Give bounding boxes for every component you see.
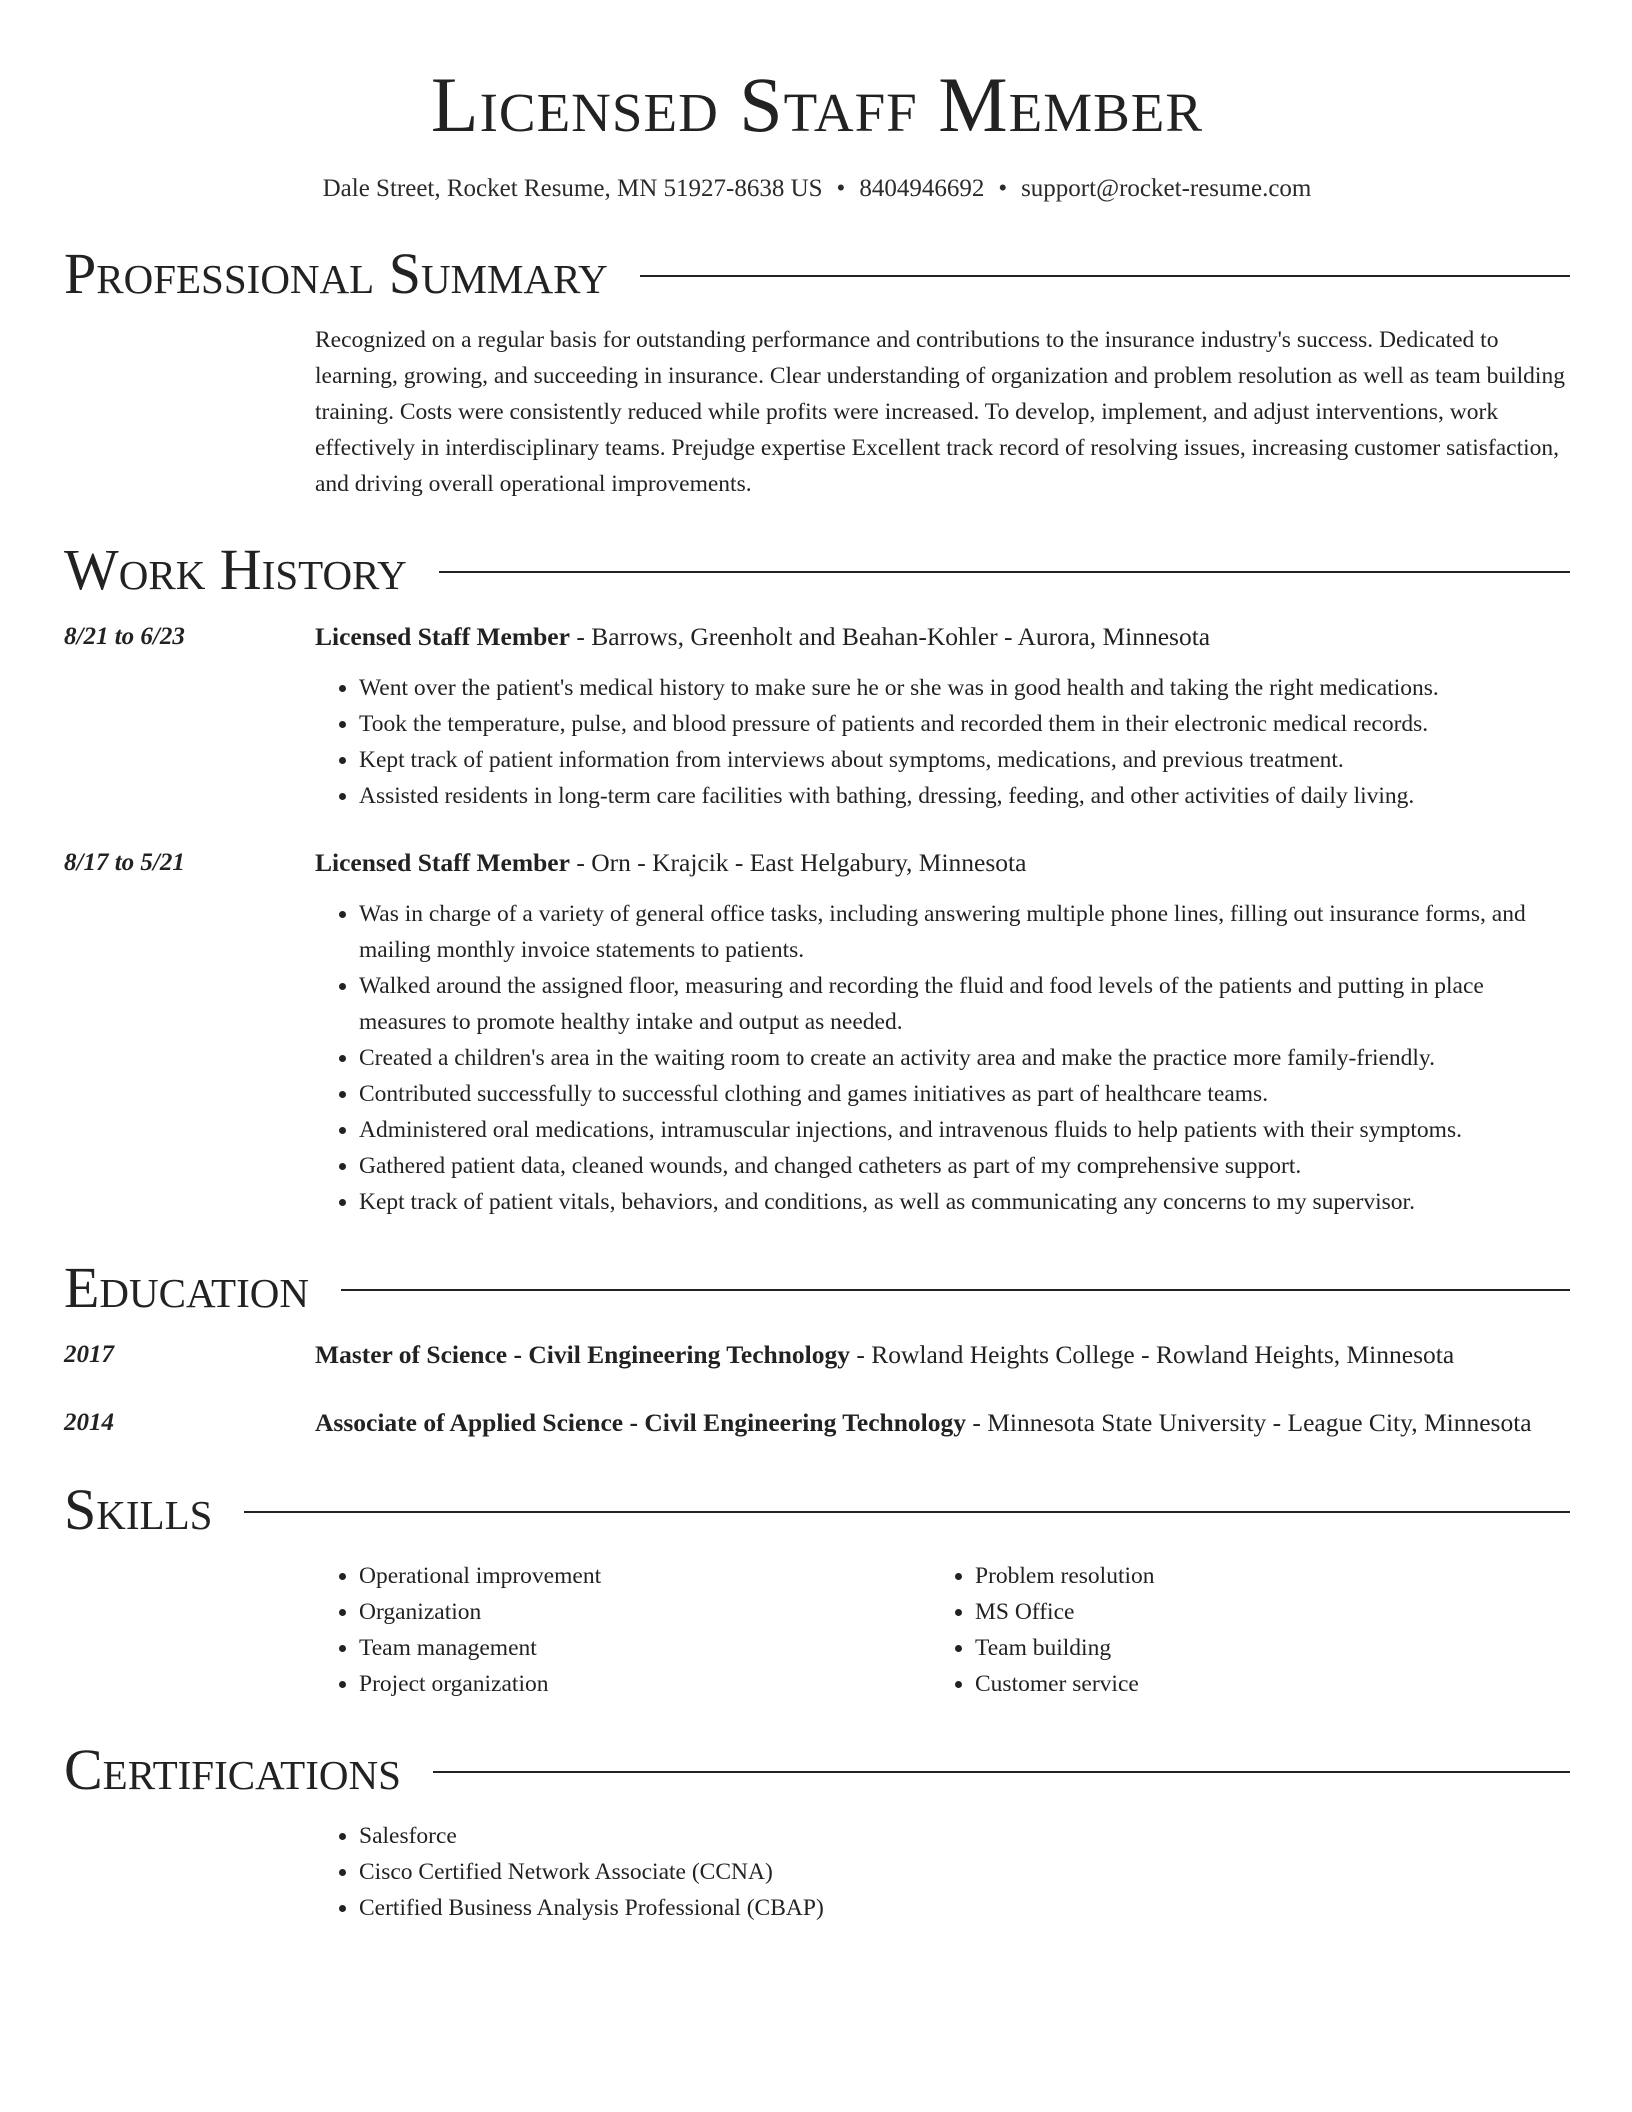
education-heading: [315, 1336, 1570, 1374]
section-divider: [341, 1289, 1570, 1291]
certifications-section-header: [64, 1736, 1570, 1804]
job-employer: - Barrows, Greenholt and Beahan-Kohler - Aurora, Minnesota: [569, 622, 1211, 651]
job-bullet: • Kept track of patient vitals, behaviors, and conditions, as well as communicating any concerns to my supervisor.: [359, 1184, 1570, 1220]
summary-text: Recognized on a regular basis for outstanding performance and contributions to the insurance industry's success. Dedicated to learning, growing, and succeeding in insurance. Clear understanding of organization and problem resolution as well as team building training. Costs were consistently reduced while profits were increased. To develop, implement, and adjust interventions, work effectively in interdisciplinary teams. Prejudge expertise Excellent track record of resolving issues, increasing customer satisfaction, and driving overall operational improvements.: [315, 327, 1565, 497]
certification-item: • Certified Business Analysis Professional (CBAP): [359, 1890, 1570, 1926]
section-heading-work-history: Work History: [64, 537, 407, 602]
job-dates: 8/21 to 6/23: [64, 623, 185, 650]
section-divider: [640, 275, 1570, 277]
section-heading-education: Education: [64, 1255, 309, 1320]
job-title: Licensed Staff Member: [315, 848, 570, 877]
education-degree: Associate of Applied Science - Civil Engineering Technology: [315, 1408, 966, 1437]
job-bullets: [315, 896, 1570, 1220]
job-bullet: • Kept track of patient information from interviews about symptoms, medications, and previous treatment.: [359, 742, 1570, 778]
job-bullet: • Walked around the assigned floor, measuring and recording the fluid and food levels of the patients and putting in place measures to promote healthy intake and output as needed.: [359, 968, 1570, 1040]
education-year: 2017: [64, 1341, 114, 1368]
education-heading: [315, 1404, 1570, 1442]
job-bullet: • Was in charge of a variety of general office tasks, including answering multiple phone lines, filling out insurance forms, and mailing monthly invoice statements to patients.: [359, 896, 1570, 968]
education-degree: Master of Science - Civil Engineering Technology: [315, 1340, 851, 1369]
job-bullets: [315, 670, 1570, 814]
job-entry: [64, 844, 1570, 1220]
contact-email[interactable]: support@rocket-resume.com: [1021, 175, 1312, 202]
education-entry: [64, 1404, 1570, 1442]
skills-section-header: [64, 1476, 1570, 1544]
job-content: [315, 618, 1570, 814]
contact-separator: •: [836, 175, 846, 202]
skills-column-left: [315, 1558, 931, 1702]
skills-list: [315, 1558, 1570, 1702]
education-school: - Minnesota State University - League City, Minnesota: [966, 1408, 1532, 1437]
skill-item: • Team management: [359, 1630, 931, 1666]
section-divider: [244, 1511, 1570, 1513]
certification-items: [315, 1818, 1570, 1926]
education-school: - Rowland Heights College - Rowland Heights, Minnesota: [850, 1340, 1455, 1369]
certification-item: • Cisco Certified Network Associate (CCNA): [359, 1854, 1570, 1890]
job-bullet: • Contributed successfully to successful clothing and games initiatives as part of healthcare teams.: [359, 1076, 1570, 1112]
candidate-name: Licensed Staff Member: [430, 61, 1204, 148]
certifications-list: [315, 1818, 1570, 1926]
education-content: [315, 1404, 1570, 1442]
skill-item: • Organization: [359, 1594, 931, 1630]
job-bullet: • Took the temperature, pulse, and blood pressure of patients and recorded them in their electronic medical records.: [359, 706, 1570, 742]
job-entry: [64, 618, 1570, 814]
section-heading-certifications: Certifications: [64, 1737, 401, 1802]
education-entry: [64, 1336, 1570, 1374]
skills-column-right: [931, 1558, 1547, 1702]
job-employer: - Orn - Krajcik - East Helgabury, Minnesota: [569, 848, 1027, 877]
contact-address: Dale Street, Rocket Resume, MN 51927-8638 US: [322, 175, 823, 202]
work-section-header: [64, 536, 1570, 604]
job-bullet: • Assisted residents in long-term care facilities with bathing, dressing, feeding, and other activities of daily living.: [359, 778, 1570, 814]
job-content: [315, 844, 1570, 1220]
section-divider: [433, 1771, 1570, 1773]
job-bullet: • Administered oral medications, intramuscular injections, and intravenous fluids to help patients with their symptoms.: [359, 1112, 1570, 1148]
certification-item: • Salesforce: [359, 1818, 1570, 1854]
job-title: Licensed Staff Member: [315, 622, 570, 651]
skill-item: • Project organization: [359, 1666, 931, 1702]
education-section-header: [64, 1254, 1570, 1322]
job-bullet: • Created a children's area in the waiting room to create an activity area and make the practice more family-friendly.: [359, 1040, 1570, 1076]
skill-item: • MS Office: [975, 1594, 1547, 1630]
contact-separator: •: [998, 175, 1008, 202]
job-bullet: • Went over the patient's medical history to make sure he or she was in good health and taking the right medications.: [359, 670, 1570, 706]
section-divider: [439, 571, 1570, 573]
section-heading-summary: Professional Summary: [64, 241, 608, 306]
skill-item: • Team building: [975, 1630, 1547, 1666]
skill-item: • Operational improvement: [359, 1558, 931, 1594]
summary-section-header: [64, 240, 1570, 308]
skill-item: • Problem resolution: [975, 1558, 1547, 1594]
section-heading-skills: Skills: [64, 1477, 213, 1542]
contact-line: [64, 172, 1570, 206]
education-year: 2014: [64, 1409, 114, 1436]
job-bullet: • Gathered patient data, cleaned wounds, and changed catheters as part of my comprehensive support.: [359, 1148, 1570, 1184]
skill-item: • Customer service: [975, 1666, 1547, 1702]
contact-phone: 8404946692: [859, 175, 985, 202]
job-heading: [315, 844, 1570, 882]
job-heading: [315, 618, 1570, 656]
job-dates: 8/17 to 5/21: [64, 849, 185, 876]
education-content: [315, 1336, 1570, 1374]
